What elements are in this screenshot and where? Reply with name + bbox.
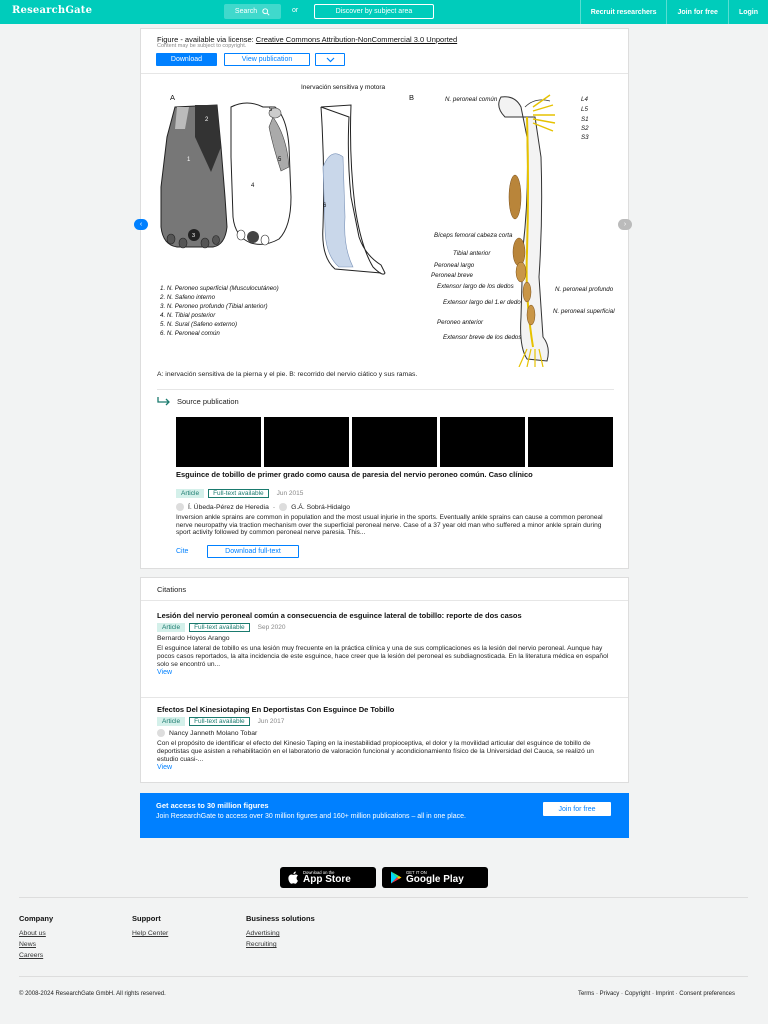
carousel-prev-button[interactable] (134, 219, 148, 230)
citations-heading: Citations (157, 585, 187, 594)
article-badge: Article (176, 489, 204, 498)
leg-drawing (321, 105, 385, 274)
carousel-next-button[interactable] (618, 219, 632, 230)
legend-item: 5. N. Sural (Safeno externo) (160, 321, 238, 328)
recruit-researchers-link[interactable]: Recruit researchers (580, 0, 667, 24)
zone-label: 2 (205, 117, 209, 123)
preview-page[interactable] (352, 417, 437, 467)
article-badge: Article (157, 717, 185, 726)
panel-a-label: A (170, 93, 176, 102)
legend-item: 3. N. Peroneo profundo (Tibial anterior) (160, 303, 268, 310)
author-name[interactable]: G.Á. Sobrá-Hidalgo (291, 503, 351, 511)
author-name[interactable]: Bernardo Hoyos Arango (157, 635, 230, 642)
citation-date: Sep 2020 (257, 624, 286, 631)
muscle-label: Extensor largo de los dedos (437, 283, 514, 290)
download-fulltext-button[interactable]: Download full-text (207, 545, 299, 558)
news-link[interactable]: News (19, 941, 36, 948)
citation-item (157, 611, 615, 676)
avatar (279, 503, 287, 511)
publication-title[interactable]: Esguince de tobillo de primer grado como causa de paresia del nervio peroneo común. Caso clínico (176, 470, 533, 479)
author-name[interactable]: Í. Úbeda-Pérez de Heredia (188, 503, 269, 511)
citation-date: Jun 2017 (257, 718, 285, 725)
fulltext-badge: Full-text available (189, 717, 250, 726)
muscle-label: Bíceps femoral cabeza corta (434, 232, 513, 239)
source-publication-header (157, 397, 239, 406)
nerve-path-drawing (499, 95, 555, 367)
figure-legend (159, 285, 279, 337)
preview-page[interactable] (440, 417, 525, 467)
author-name[interactable]: Nancy Janneth Molano Tobar (169, 729, 258, 737)
google-play-text (406, 870, 464, 885)
chevron-down-icon (326, 57, 335, 63)
join-promo-banner (140, 793, 629, 838)
citation-title[interactable]: Efectos Del Kinesiotaping En Deportistas Con Esguince De Tobillo (157, 705, 395, 714)
publication-tags (176, 489, 303, 498)
legend-item: 2. N. Safeno interno (160, 294, 216, 301)
divider (157, 389, 614, 390)
researchgate-logo[interactable]: ResearchGate (12, 5, 93, 16)
citation-title[interactable]: Lesión del nervio peroneal común a consecuencia de esguince lateral de tobillo: reporte de dos casos (157, 611, 522, 620)
muscle-label: Peroneo anterior (437, 319, 484, 326)
cite-link[interactable]: Cite (176, 548, 189, 555)
figure-caption: A: inervación sensitiva de la pierna y el pie. B: recorrido del nervio ciático y sus ramas. (157, 371, 418, 378)
nerve-label: N. peroneal profundo (555, 286, 614, 293)
article-badge: Article (157, 623, 185, 632)
google-play-small-text: GET IT ON (406, 870, 427, 875)
footer-heading: Company (19, 914, 54, 923)
chevron-left-icon: ‹ (139, 221, 143, 228)
footer-divider (19, 897, 748, 898)
muscle-label: Peroneal breve (431, 272, 473, 279)
root-label: L5 (581, 106, 588, 113)
muscle-label: Peroneal largo (434, 262, 475, 269)
citations-card (140, 577, 629, 783)
view-link[interactable]: View (157, 764, 173, 772)
footer-business-column (246, 914, 315, 952)
nerve-label: N. peroneal superficial (553, 308, 615, 315)
foot-plantar-drawing (231, 103, 291, 245)
figure-heading: Inervación sensitiva y motora (301, 84, 386, 91)
preview-page[interactable] (528, 417, 613, 467)
view-publication-button[interactable]: View publication (224, 53, 310, 66)
muscle-label: Extensor breve de los dedos (443, 334, 522, 341)
more-options-button[interactable] (315, 53, 345, 66)
top-navigation-bar (0, 0, 768, 24)
citation-item (157, 705, 615, 771)
footer-support-column (132, 914, 168, 941)
root-label: S2 (581, 125, 589, 132)
zone-label: 3 (192, 233, 196, 239)
footer-heading: Support (132, 914, 161, 923)
google-play-badge[interactable] (382, 867, 488, 888)
divider (141, 73, 628, 74)
nerve-label: N. peroneal común (445, 96, 498, 103)
search-icon (262, 8, 270, 16)
footer-company-column (19, 914, 53, 963)
help-center-link[interactable]: Help Center (132, 930, 169, 937)
arrow-return-icon (157, 397, 171, 406)
footer-heading: Business solutions (246, 914, 315, 923)
chevron-right-icon: › (623, 221, 627, 228)
publication-preview-pages[interactable] (176, 417, 613, 467)
root-label: S3 (581, 134, 589, 141)
google-play-icon (390, 871, 402, 884)
publication-authors (176, 503, 350, 511)
legend-item: 4. N. Tibial posterior (160, 312, 216, 319)
citation-author (157, 729, 615, 737)
join-for-free-button[interactable]: Join for free (543, 802, 611, 816)
app-store-text (303, 870, 351, 885)
or-text: or (292, 7, 299, 14)
legal-links[interactable]: Terms · Privacy · Copyright · Imprint · Consent preferences (577, 991, 735, 997)
license-prefix: Figure - available via license: (157, 35, 256, 44)
search-button[interactable] (224, 4, 281, 19)
zone-label: 1 (187, 157, 191, 163)
apple-icon (288, 871, 299, 884)
fulltext-badge: Full-text available (208, 489, 269, 498)
preview-page[interactable] (264, 417, 349, 467)
app-store-small-text: Download on the (303, 870, 335, 875)
app-store-big-text: App Store (303, 874, 351, 885)
fulltext-badge: Full-text available (189, 623, 250, 632)
citation-author (157, 635, 615, 642)
root-label: S1 (581, 116, 589, 123)
careers-link[interactable]: Careers (19, 952, 44, 959)
citation-abstract: Con el propósito de identificar el efecto del Kinesio Taping en la inestabilidad propioceptiva, el dolor y la movilidad articular del esguince de tobillo de deportistas que asisten a rehabilitación en el laboratorio de valoración funcional y acondicionamiento físico de la Universidad del Cauca, se realizó un estudio cuasi-... (157, 740, 594, 763)
advertising-link[interactable]: Advertising (246, 930, 280, 937)
promo-subtitle: Join ResearchGate to access over 30 million figures and 160+ million publications – all in one place. (156, 813, 466, 820)
avatar (157, 729, 165, 737)
preview-page[interactable] (176, 417, 261, 467)
citation-abstract: El esguince lateral de tobillo es una lesión muy frecuente en la práctica clínica y una de sus complicaciones es la lesión del nervio peroneal. Aunque hay pocos casos reportados, la alta incidencia de este esguince, hace creer que la lesión del peroneal es subdiagnosticada. En la literatura médica en español solo se encontró un... (157, 645, 609, 668)
download-button[interactable]: Download (156, 53, 217, 66)
panel-b-label: B (409, 93, 415, 102)
zone-label: 5 (269, 107, 273, 113)
app-store-badge[interactable] (280, 867, 376, 888)
foot-dorsal-drawing (161, 105, 227, 248)
citation-tags (157, 717, 615, 726)
google-play-big-text: Google Play (406, 874, 464, 885)
citation-tags (157, 623, 615, 632)
recruiting-link[interactable]: Recruiting (246, 941, 277, 948)
figure-card (140, 28, 629, 569)
zone-label: 5 (278, 157, 282, 163)
join-for-free-link[interactable]: Join for free (666, 0, 727, 24)
about-us-link[interactable]: About us (19, 930, 46, 937)
license-link[interactable]: Creative Commons Attribution-NonCommercial 3.0 Unported (255, 35, 458, 44)
search-label: Search (234, 8, 258, 15)
root-label: L4 (581, 96, 588, 103)
footer-divider (19, 976, 748, 977)
legend-item: 6. N. Peroneal común (160, 330, 220, 337)
publication-abstract: Inversion ankle sprains are common in population and the most usual injurie in the sports. Eventually ankle sprains can cause a common peroneal nerve neuropathy via traction mechanism over the superficial peroneal nerve. Case of a 37 year old man who suffered a minor ankle sprain during sport activity followed by common peroneal nerve paresia. This... (176, 514, 603, 537)
source-publication-label: Source publication (177, 397, 239, 406)
divider (141, 697, 628, 698)
author-separator: · (272, 503, 276, 511)
muscle-label: Tibial anterior (453, 250, 491, 257)
legend-item: 1. N. Peroneo superficial (Musculocutáneo) (160, 285, 279, 292)
discover-subject-button[interactable]: Discover by subject area (314, 4, 434, 19)
view-link[interactable]: View (157, 669, 173, 677)
zone-label: 6 (323, 203, 327, 209)
publication-date: Jun 2015 (276, 490, 304, 497)
zone-label: 4 (251, 183, 255, 189)
promo-title: Get access to 30 million figures (156, 801, 269, 810)
muscle-label: Extensor largo del 1.er dedo (443, 299, 521, 306)
copyright-text: © 2008-2024 ResearchGate GmbH. All rights reserved. (19, 991, 166, 997)
top-links (580, 0, 768, 24)
divider (141, 600, 628, 601)
login-link[interactable]: Login (728, 0, 768, 24)
copyright-note: Content may be subject to copyright. (157, 43, 247, 49)
avatar (176, 503, 184, 511)
figure-image[interactable] (155, 77, 617, 367)
